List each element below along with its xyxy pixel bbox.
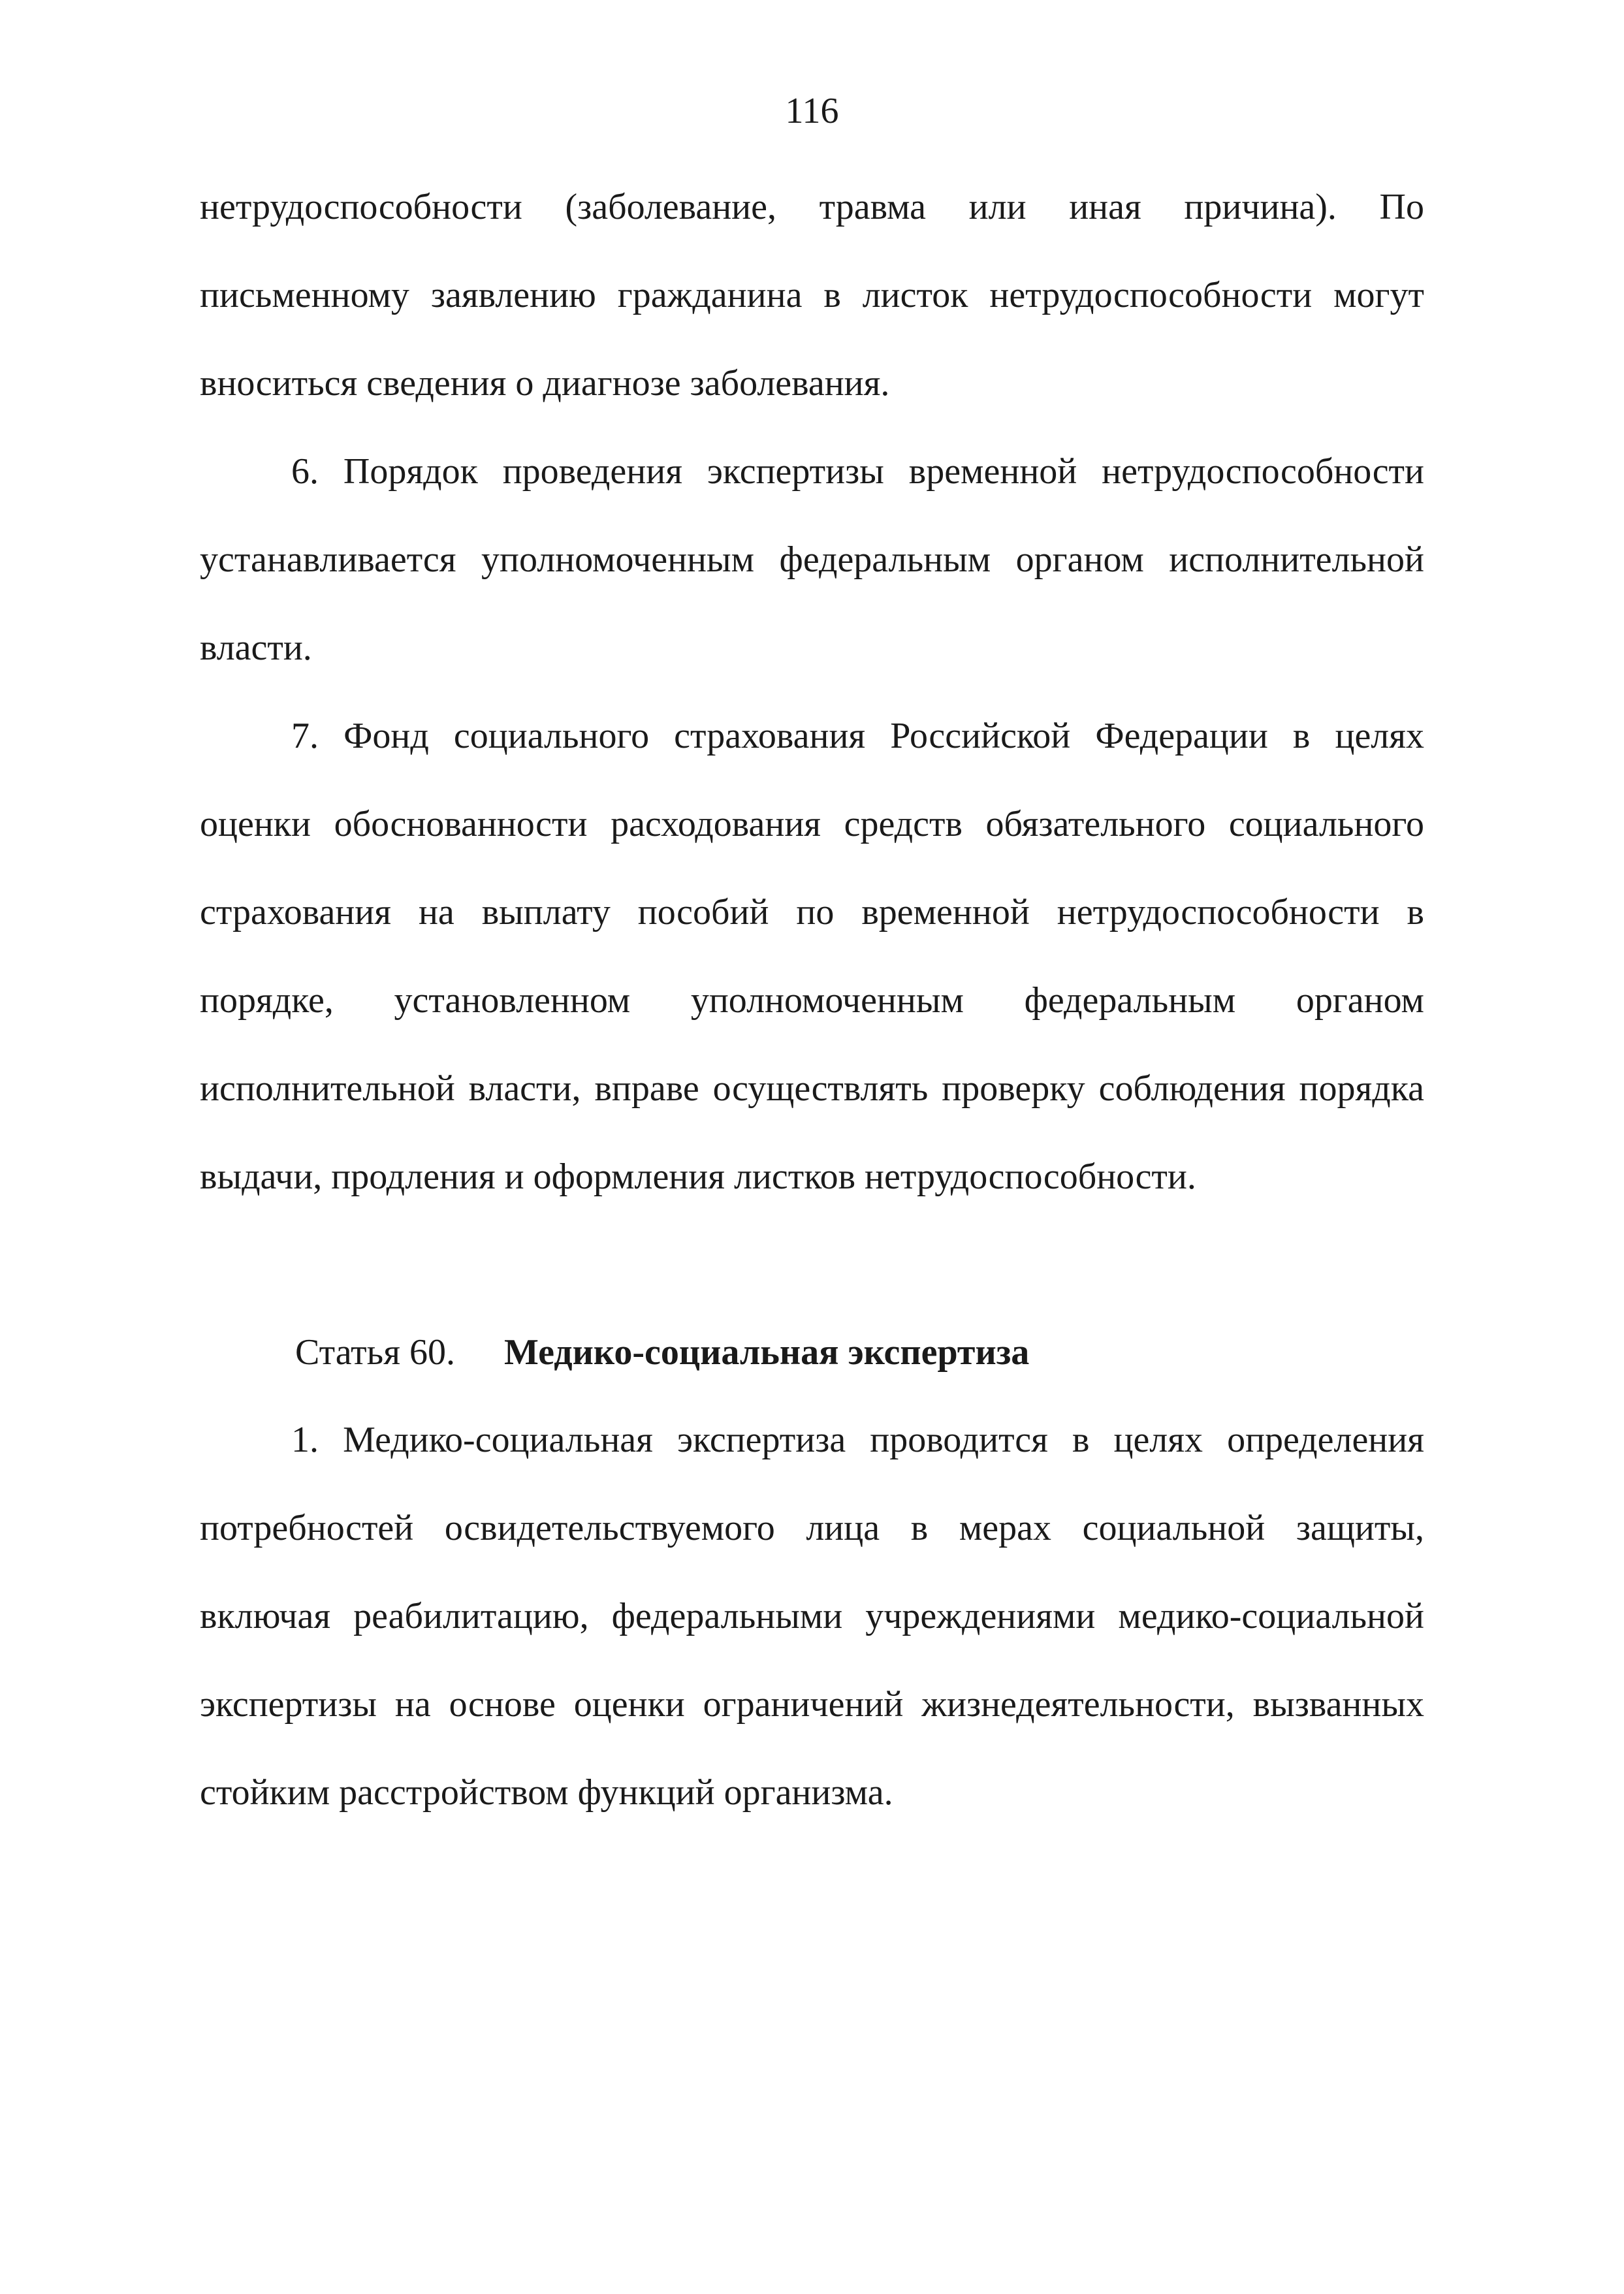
page-number: 116 <box>785 91 839 131</box>
article-title: Медико-социальная экспертиза <box>504 1332 1030 1373</box>
paragraph-item-7: 7. Фонд социального страхования Российской Федерации в целях оценки обоснованности расходования средств обязательного социального страхования на выплату пособий по временной нетрудоспособности в порядке, установленном уполномоченным федеральным органом исполнительной власти, вправе осуществлять проверку соблюдения порядка выдачи, продления и оформления листков нетрудоспособности. <box>200 716 1424 1197</box>
paragraph-continuation: нетрудоспособности (заболевание, травма или иная причина). По письменному заявлению гражданина в листок нетрудоспособности могут вноситься сведения о диагнозе заболевания. <box>200 187 1424 404</box>
paragraph-item-6: 6. Порядок проведения экспертизы временной нетрудоспособности устанавливается уполномоченным федеральным органом исполнительной власти. <box>200 451 1424 668</box>
article-heading <box>295 1309 1029 1397</box>
article-number: Статья 60. <box>295 1332 455 1373</box>
paragraph-item-1: 1. Медико-социальная экспертиза проводится в целях определения потребностей освидетельствуемого лица в мерах социальной защиты, включая реабилитацию, федеральными учреждениями медико-социальной экспертизы на основе оценки ограничений жизнедеятельности, вызванных стойким расстройством функций организма. <box>200 1420 1424 1813</box>
